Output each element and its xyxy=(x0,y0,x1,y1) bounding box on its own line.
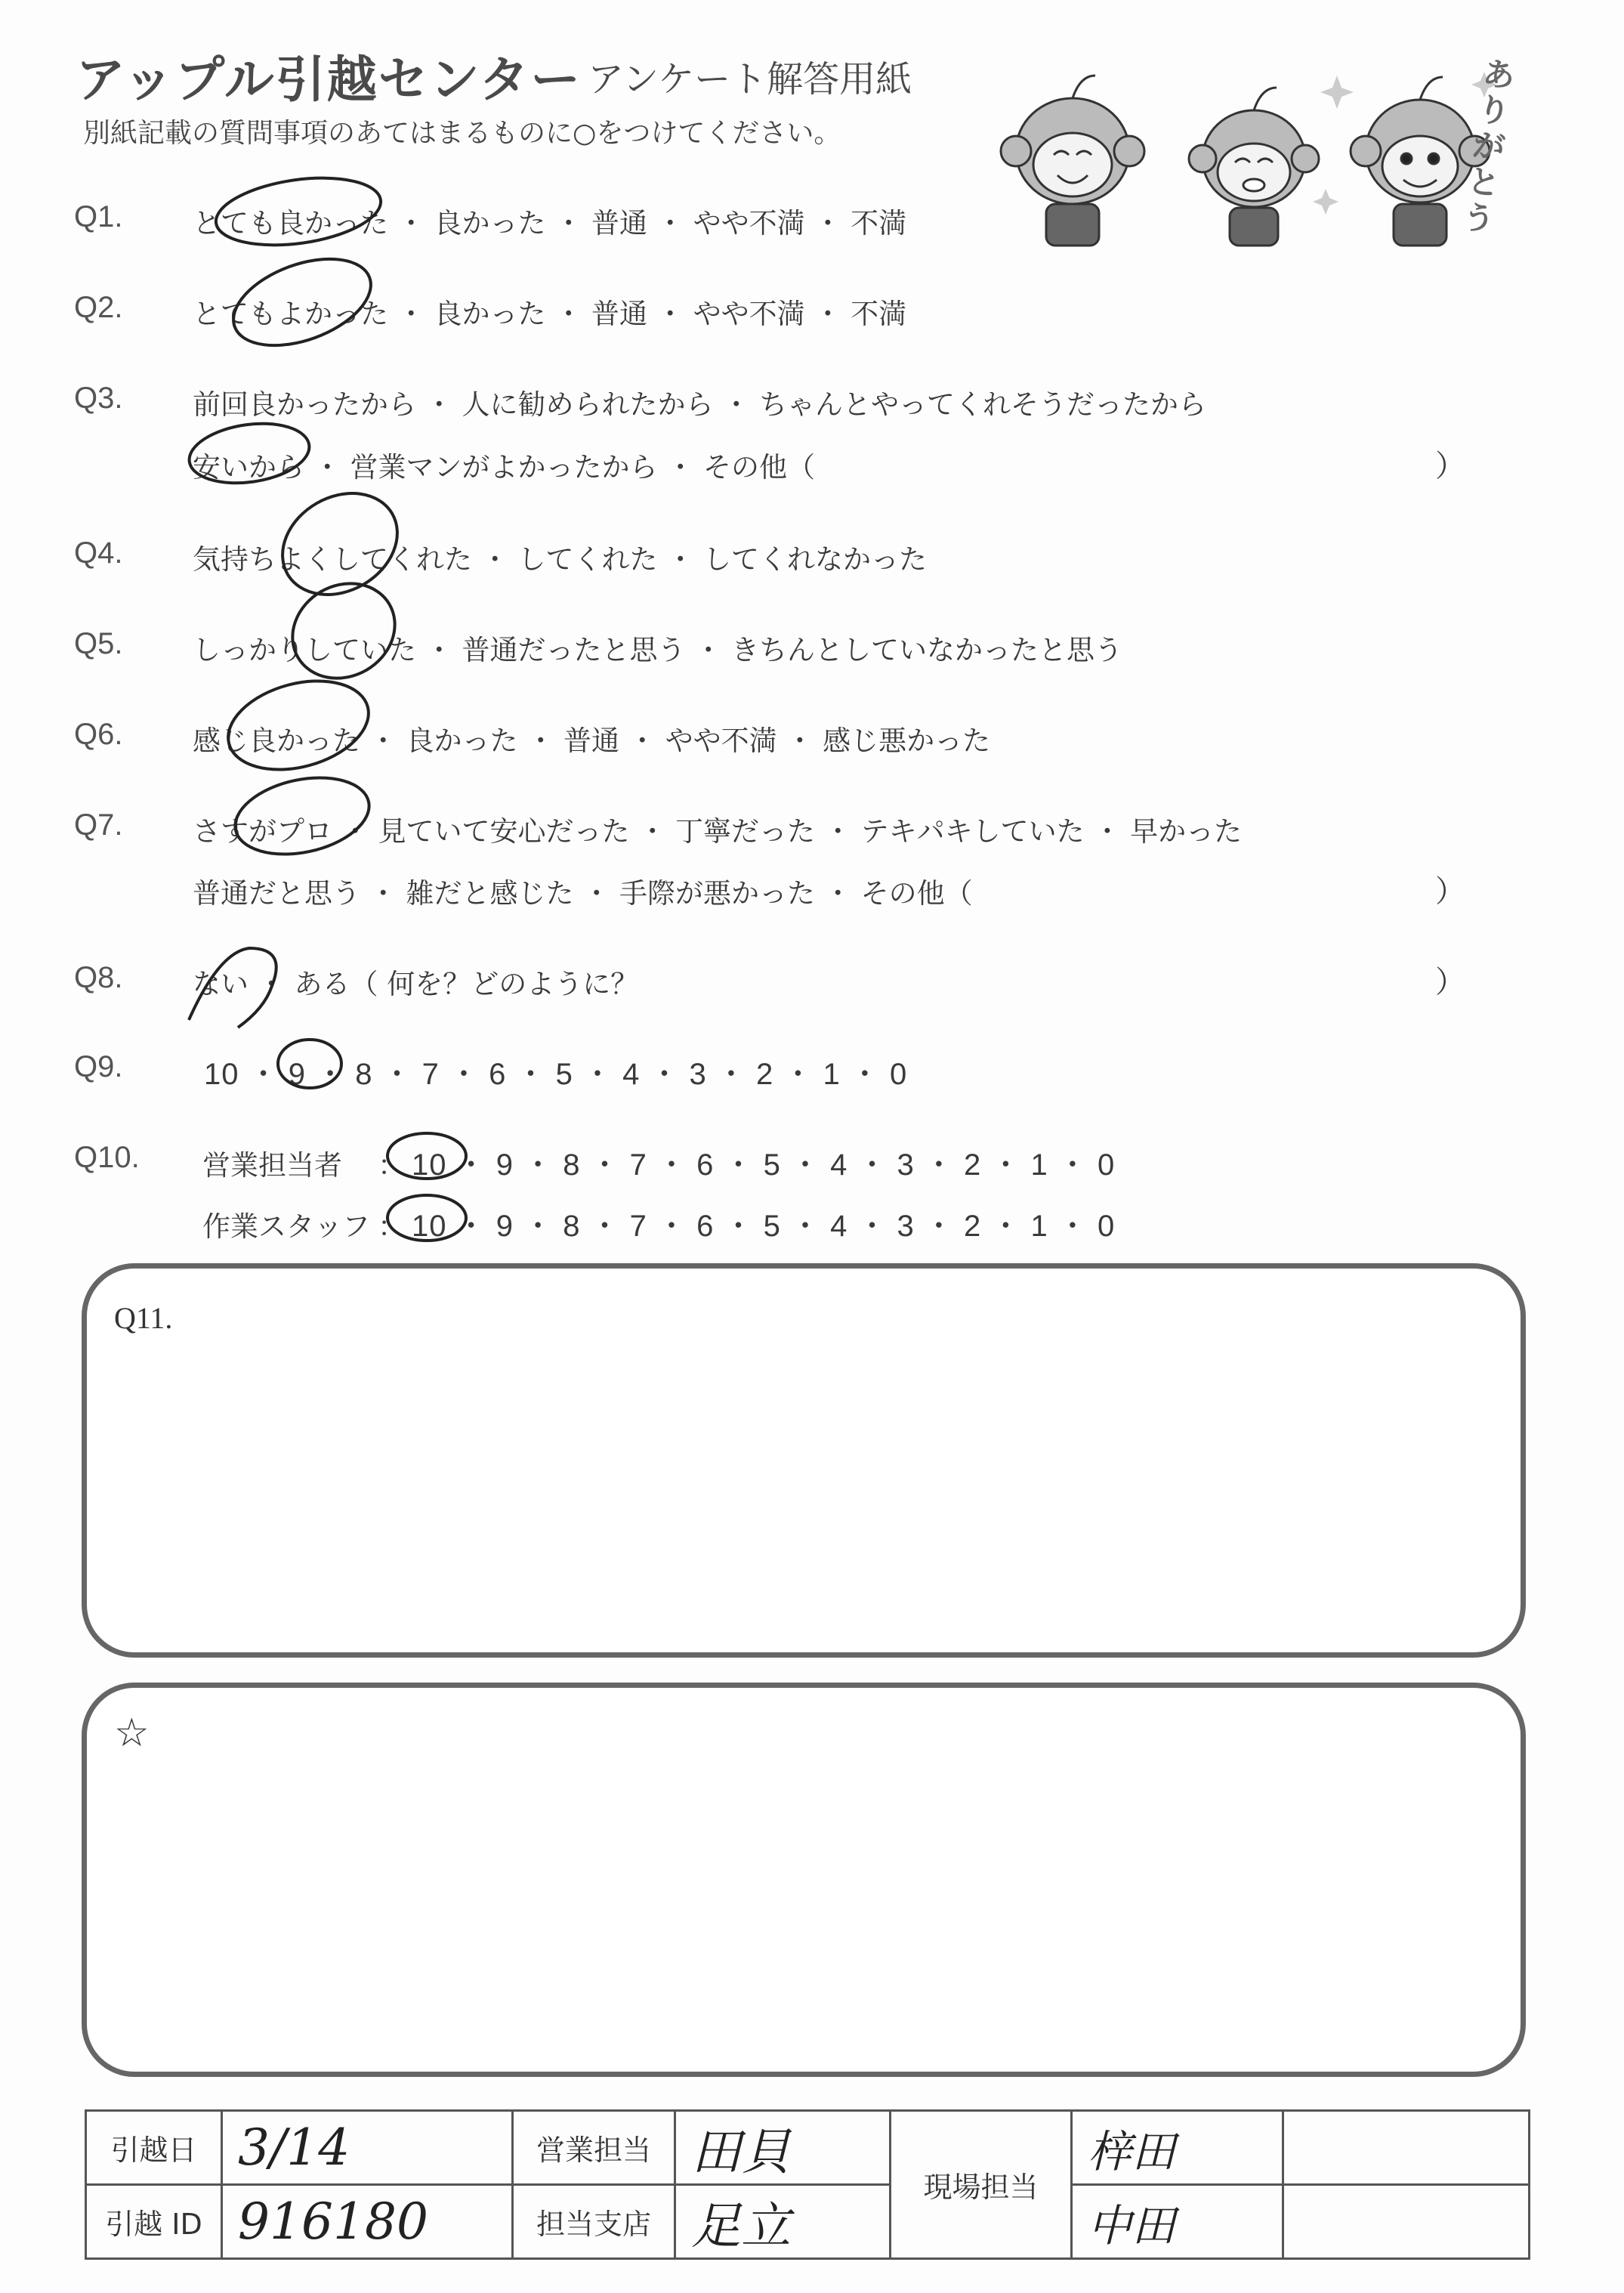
q4-answer-circle xyxy=(264,473,416,614)
q10-number: Q10. xyxy=(74,1141,140,1174)
site-rep-label: 現場担当 xyxy=(891,2111,1072,2259)
move-id-value[interactable]: 916180 xyxy=(222,2185,513,2259)
q11-label: Q11. xyxy=(114,1301,173,1335)
q5-options[interactable]: しっかりしていた ・ 普通だったと思う ・ きちんとしていなかったと思う xyxy=(193,634,1123,666)
footer-info-table xyxy=(85,2109,1530,2260)
q10-sales-label: 営業担当者 xyxy=(202,1149,342,1182)
q8-number: Q8. xyxy=(74,961,123,994)
sales-rep-label: 営業担当 xyxy=(513,2111,675,2185)
sales-rep-value[interactable]: 田貝 xyxy=(675,2111,891,2185)
q3-number: Q3. xyxy=(74,382,123,415)
q2-options[interactable]: とてもよかった ・ 良かった ・ 普通 ・ やや不満 ・ 不満 xyxy=(193,298,907,330)
q7-number: Q7. xyxy=(74,808,123,842)
star-comment-box[interactable] xyxy=(82,1683,1526,2077)
site-rep-extra-2[interactable] xyxy=(1283,2185,1530,2259)
q7-options-line2[interactable]: 普通だと思う ・ 雑だと感じた ・ 手際が悪かった ・ その他（ xyxy=(193,877,973,910)
form-title: アップル引越センター xyxy=(76,51,582,109)
q3-options-line1[interactable]: 前回良かったから ・ 人に勧められたから ・ ちゃんとやってくれそうだったから xyxy=(193,388,1207,421)
q5-number: Q5. xyxy=(74,627,123,660)
q10-staff-label: 作業スタッフ xyxy=(202,1210,370,1243)
q10-sales-answer-circle xyxy=(387,1133,466,1179)
q9-number: Q9. xyxy=(74,1050,123,1083)
mascot-caption: ありがとう xyxy=(1460,54,1517,239)
q10-staff-answer-circle xyxy=(387,1195,466,1241)
q6-number: Q6. xyxy=(74,718,123,751)
q11-comment-box[interactable] xyxy=(82,1263,1526,1658)
move-date-value[interactable]: 3/14 xyxy=(222,2111,513,2185)
q10-staff-colon: ： xyxy=(378,1210,406,1243)
q2-answer-circle xyxy=(222,243,383,363)
form-subtitle: アンケート解答用紙 xyxy=(588,58,912,100)
site-rep-extra-1[interactable] xyxy=(1283,2111,1530,2185)
site-rep-value-2[interactable]: 中田 xyxy=(1072,2185,1283,2259)
q7-close-paren: ） xyxy=(1435,874,1465,909)
site-rep-value-1[interactable]: 梓田 xyxy=(1072,2111,1283,2185)
move-date-label: 引越日 xyxy=(86,2111,222,2185)
q3-close-paren: ） xyxy=(1435,449,1465,484)
q6-answer-circle xyxy=(218,666,378,783)
q2-number: Q2. xyxy=(74,291,123,324)
q7-answer-circle xyxy=(228,766,376,865)
q10-sales-colon: ： xyxy=(378,1149,406,1182)
q8-answer-mark xyxy=(189,948,276,1028)
q6-options[interactable]: 感じ良かった ・ 良かった ・ 普通 ・ やや不満 ・ 感じ悪かった xyxy=(193,725,991,757)
q1-answer-circle xyxy=(211,168,385,255)
q8-options[interactable]: ない ・ ある（ 何を？どのように？ xyxy=(193,968,639,1000)
q4-number: Q4. xyxy=(74,536,123,570)
q7-options-line1[interactable]: さすがプロ ・ 見ていて安心だった ・ 丁寧だった ・ テキパキしていた ・ 早かった xyxy=(193,815,1243,848)
q3-options-line2[interactable]: 安いから ・ 営業マンがよかったから ・ その他（ xyxy=(193,451,816,484)
q4-options[interactable]: 気持ちよくしてくれた ・ してくれた ・ してくれなかった xyxy=(193,543,928,576)
q3-answer-circle xyxy=(185,416,313,490)
branch-value[interactable]: 足立 xyxy=(675,2185,891,2259)
q9-answer-circle xyxy=(278,1040,341,1088)
q9-scale[interactable]: 10 ・ 9 ・ 8 ・ 7 ・ 6 ・ 5 ・ 4 ・ 3 ・ 2 ・ 1 ・ 0 xyxy=(204,1058,908,1091)
q1-options[interactable]: とても良かった ・ 良かった ・ 普通 ・ やや不満 ・ 不満 xyxy=(193,207,907,239)
move-id-label: 引越 ID xyxy=(86,2185,222,2259)
instruction-text: 別紙記載の質問事項のあてはまるものに○をつけてください。 xyxy=(83,118,841,149)
q8-close-paren: ） xyxy=(1435,965,1465,1000)
q10-staff-scale[interactable]: 10 ・ 9 ・ 8 ・ 7 ・ 6 ・ 5 ・ 4 ・ 3 ・ 2 ・ 1 ・ 0 xyxy=(412,1210,1116,1243)
q1-number: Q1. xyxy=(74,200,123,233)
branch-label: 担当支店 xyxy=(513,2185,675,2259)
star-label: ☆ xyxy=(114,1712,150,1755)
q10-sales-scale[interactable]: 10 ・ 9 ・ 8 ・ 7 ・ 6 ・ 5 ・ 4 ・ 3 ・ 2 ・ 1 ・ 0 xyxy=(412,1148,1116,1182)
